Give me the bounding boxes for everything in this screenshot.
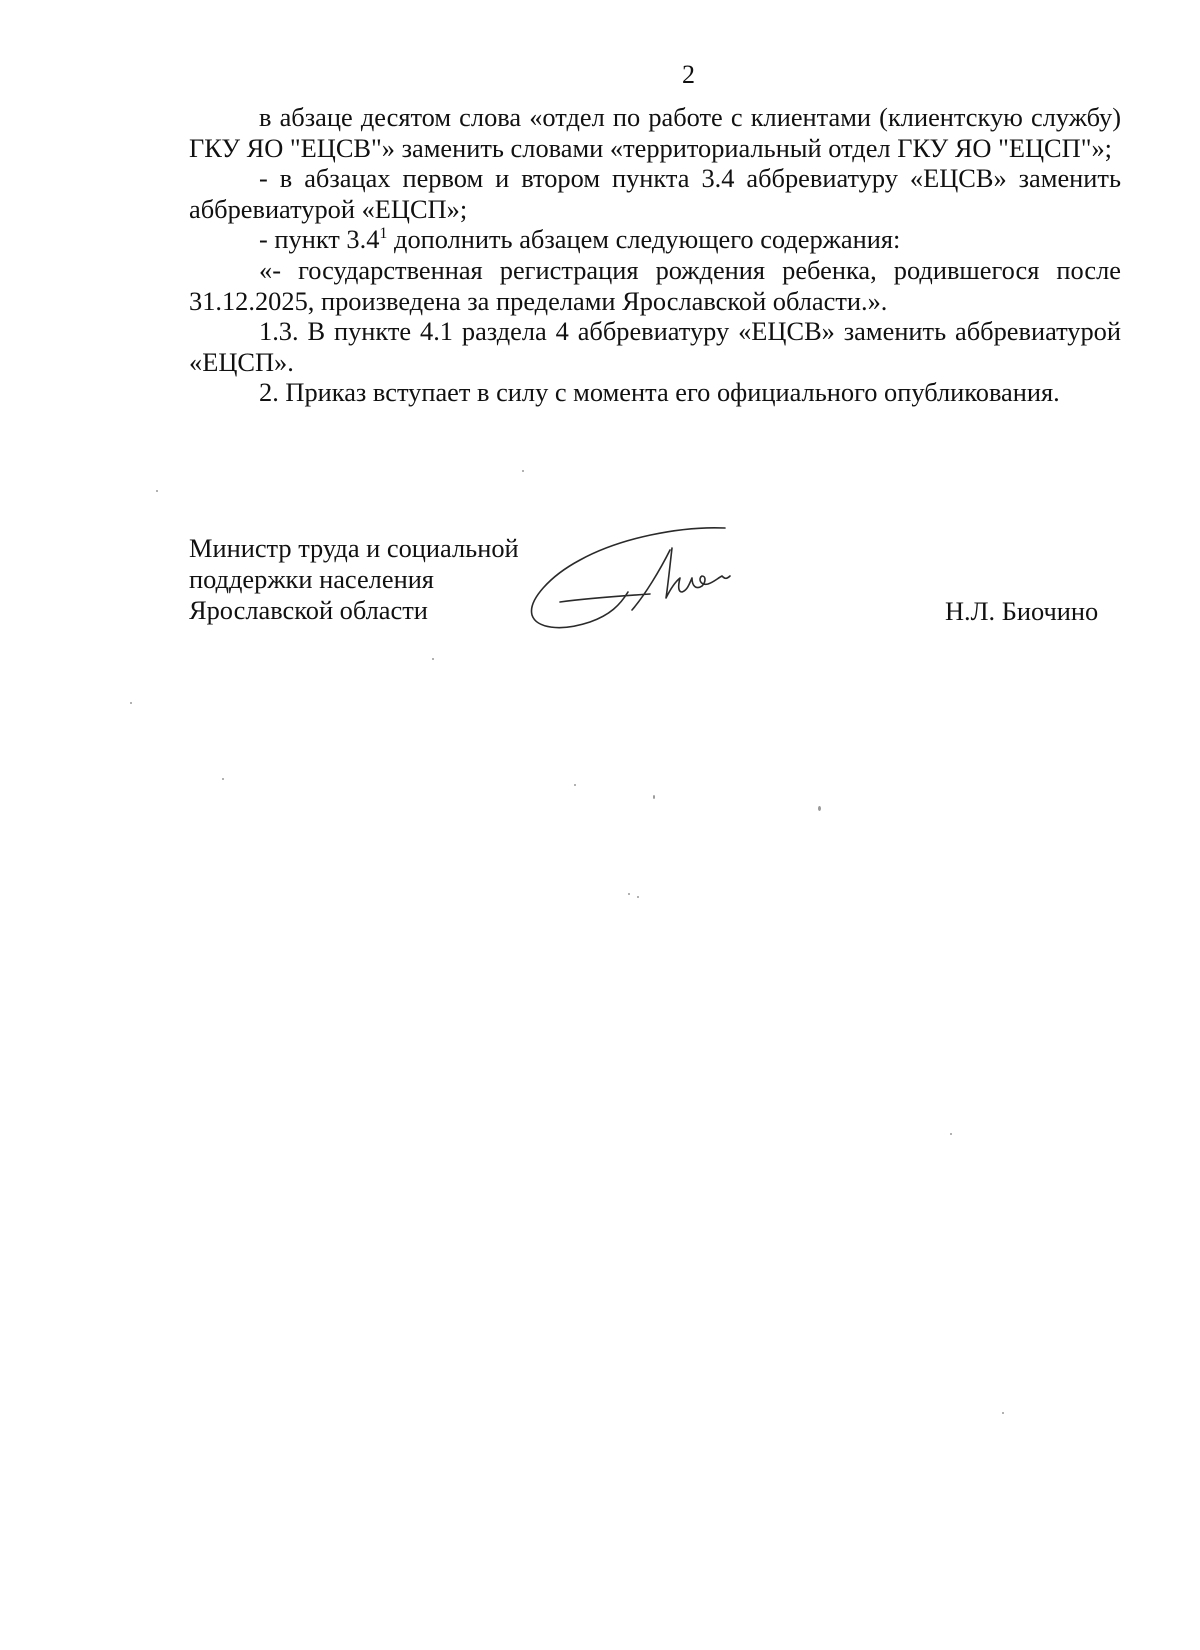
scan-speck bbox=[432, 658, 434, 660]
paragraph-abzac-desyatyi: в абзаце десятом слова «отдел по работе с клиентами (клиентскую службу) ГКУ ЯО "ЕЦСВ"» заменить словами «территориальный отдел ГКУ ЯО "ЕЦСП"»; bbox=[189, 102, 1121, 163]
scan-speck bbox=[950, 1133, 952, 1135]
signatory-name: Н.Л. Биочино bbox=[945, 596, 1099, 626]
punkt-text-end: дополнить абзацем следующего содержания: bbox=[387, 224, 901, 255]
scan-speck bbox=[628, 893, 630, 895]
signatory-title-line: Ярославской области bbox=[189, 595, 428, 625]
signatory-title-line: Министр труда и социальной bbox=[189, 533, 519, 563]
superscript-index: 1 bbox=[379, 225, 388, 243]
handwritten-signature bbox=[520, 520, 760, 640]
scan-speck bbox=[574, 784, 576, 786]
paragraph-quoted-addition: «- государственная регистрация рождения ребенка, родившегося после 31.12.2025, произведена за пределами Ярославской области.». bbox=[189, 254, 1121, 316]
scan-speck bbox=[156, 490, 158, 492]
scan-speck bbox=[818, 806, 821, 811]
document-body bbox=[189, 102, 1121, 408]
signatory-title-line: поддержки населения bbox=[189, 564, 434, 594]
scan-speck bbox=[637, 896, 639, 898]
page-number: 2 bbox=[682, 60, 695, 89]
scan-speck bbox=[1002, 1412, 1004, 1414]
paragraph-punkt-3-4-1 bbox=[189, 224, 1121, 255]
paragraph-punkt-3-4: - в абзацах первом и втором пункта 3.4 аббревиатуру «ЕЦСВ» заменить аббревиатурой «ЕЦСП»; bbox=[189, 163, 1121, 224]
signatory-title bbox=[189, 533, 519, 626]
scan-speck bbox=[130, 702, 132, 704]
scan-speck bbox=[222, 778, 224, 780]
punkt-text-start: - пункт 3.4 bbox=[259, 224, 380, 255]
paragraph-1-3: 1.3. В пункте 4.1 раздела 4 аббревиатуру «ЕЦСВ» заменить аббревиатурой «ЕЦСП». bbox=[189, 316, 1121, 377]
paragraph-2: 2. Приказ вступает в силу с момента его официального опубликования. bbox=[259, 377, 1060, 408]
scan-speck bbox=[522, 470, 524, 472]
scan-speck bbox=[653, 795, 655, 799]
